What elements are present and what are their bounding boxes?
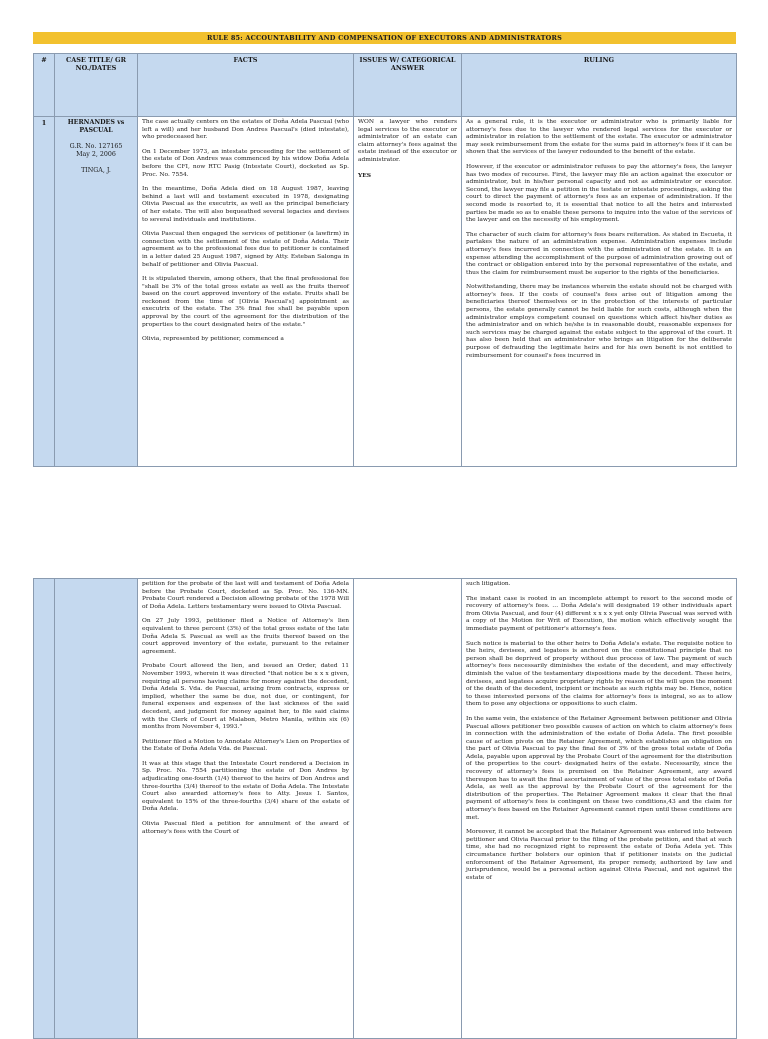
rule-table-page-2	[33, 578, 737, 1039]
ruling-paragraph: Such notice is material to the other heirs to Doña Adela's estate. The requisite notice to the heirs, devisees, and legatees is anchored on the constitutional principle that no person shall be deprived of property without due process of law. The payment of such attorney's fees necessarily diminishes the estate of the decedent, and may effectively diminish the value of the testamentary dispositions made by the decedent. These heirs, devisees, and legatees acquire proprietary rights by reason of the will upon the moment of the death of the decedent, incipient or inchoate as such rights may be. Hence, notice to these interested persons of the claims for attorney's fees is integral, so as to allow them to pose any objections or oppositions to such claim.	[466, 640, 732, 708]
facts-paragraph: petition for the probate of the last will and testament of Doña Adela before the Probate Court, docketed as Sp. Proc. No. 136-MN. Probate Court rendered a Decision allowing probate of the 1978 Will of Doña Adela. Letters testamentary were issued to Olivia Pascual.	[142, 581, 349, 610]
facts-paragraph: It is stipulated therein, among others, that the final professional fee "shall be 3% of the total gross estate as well as the fruits thereof based on the court approved inventory of the estate. Fruits shall be reckoned from the time of [Olivia Pascual's] appointment as executrix of the estate. The 3% final fee shall be payable upon approval by the court of the agreement for the distribution of the properties to the court designated heirs of the estate."	[142, 276, 349, 328]
facts-paragraph: Olivia Pascual filed a petition for annulment of the award of attorney's fees with the Court of	[142, 821, 349, 835]
facts-paragraph: In the meantime, Doña Adela died on 18 August 1987, leaving behind a last will and testament executed in 1978, designating Olivia Pascual as the executrix, as well as the principal beneficiary of her estate. The will also bequeathed several legacies and devises to several individuals and institutions.	[142, 186, 349, 223]
row-number-empty	[34, 579, 55, 1039]
ruling-cell	[462, 117, 737, 467]
case-info-empty	[55, 579, 138, 1039]
facts-paragraph: Petitioner filed a Motion to Annotate Attorney's Lien on Properties of the Estate of Doña Adela Vda. de Pascual.	[142, 738, 349, 753]
issues-cell-empty	[354, 579, 462, 1039]
facts-paragraph: Olivia Pascual then engaged the services of petitioner (a lawfirm) in connection with the settlement of the estate of Doña Adela. Their agreement as to the professional fees due to petitioner is contained in a letter dated 25 August 1987, signed by Atty. Esteban Salonga in behalf of petitioner and Olivia Pascual.	[142, 231, 349, 268]
issue-text: WON a lawyer who renders legal services to the executor or administrator of an estate can claim attorney's fees against the estate instead of the executor or administrator.	[358, 119, 457, 163]
facts-paragraph: On 27 July 1993, petitioner filed a Notice of Attorney's lien equivalent to three percent (3%) of the total gross estate of the late Doña Adela S. Pascual as well as the fruits thereof based on the court approved inventory of the estate, pursuant to the retainer agreement.	[142, 618, 349, 655]
ruling-paragraph: However, if the executor or administrator refuses to pay the attorney's fees, the lawyer has two modes of recourse. First, the lawyer may file an action against the executor or administrator, but in his/her personal capacity and not as administrator or executor. Second, the lawyer may file a petition in the testate or intestate proceedings, asking the court to direct the payment of attorney's fees as an expense of administration. If the second mode is resorted to, it is essential that notice to all the heirs and interested parties be made so as to enable these persons to inquire into the value of the services of the lawyer and on the necessity of his employment.	[466, 163, 732, 224]
case-date: May 2, 2006	[76, 151, 116, 158]
case-ponente: TINGA, J.	[81, 167, 111, 174]
case-info	[55, 117, 138, 467]
rule-title-banner: RULE 85: ACCOUNTABILITY AND COMPENSATION OF EXECUTORS AND ADMINISTRATORS	[33, 32, 736, 44]
facts-paragraph: The case actually centers on the estates of Doña Adela Pascual (who left a will) and her husband Don Andres Pascual's (died intestate), who predeceased her.	[142, 119, 349, 141]
ruling-paragraph: The character of such claim for attorney's fees bears reiteration. As stated in Escueta, it partakes the nature of an administration expense. Administration expenses include attorney's fees incurred in connection with the administration of the estate. It is an expense attending the accomplishment of the purpose of administration growing out of the contract or obligation entered into by the personal representative of the estate, and thus the claim for reimbursement must be superior to the rights of the beneficiaries.	[466, 231, 732, 276]
ruling-paragraph: As a general rule, it is the executor or administrator who is primarily liable for attorney's fees due to the lawyer who rendered legal services for the executor or administrator in relation to the settlement of the estate. The executor or administrator may seek reimbursement from the estate for the sums paid in attorney's fees if it can be shown that the services of the lawyer redounded to the benefit of the estate.	[466, 119, 732, 156]
case-gr-number: G.R. No. 127165	[69, 143, 123, 150]
table-row	[34, 117, 737, 467]
case-title: HERNANDES vs PASCUAL	[67, 119, 125, 134]
ruling-cell	[462, 579, 737, 1039]
row-number: 1	[34, 117, 55, 467]
issues-cell	[354, 117, 462, 467]
rule-table-page-1	[33, 53, 737, 467]
issue-answer: YES	[358, 171, 371, 179]
table-header-row	[34, 54, 737, 117]
header-facts: FACTS	[138, 54, 354, 117]
ruling-paragraph: such litigation.	[466, 581, 511, 587]
ruling-paragraph: Moreover, it cannot be accepted that the Retainer Agreement was entered into between petitioner and Olivia Pascual prior to the filing of the probate petition, and that at such time, she had no recognized right to represent the estate of Doña Adela yet. This circumstance further bolsters our opinion that if petitioner insists on the judicial enforcement of the Retainer Agreement, its proper remedy, authorized by law and jurisprudence, would be a personal action against Olivia Pascual, and not against the estate of	[466, 829, 732, 881]
facts-cell	[138, 579, 354, 1039]
facts-paragraph: Probate Court allowed the lien, and issued an Order, dated 11 November 1993, wherein it was directed "that notice be x x x given, requiring all persons having claims for money against the decedent, Doña Adela S. Vda. de Pascual, arising from contracts, express or implied, whether the same be due, not due, or contingent, for funeral expenses and expenses of the last sickness of the said decedent, and judgment for money against her, to file said claims with the Clerk of Court at Malabon, Metro Manila, within six (6) months from November 4, 1993."	[142, 663, 349, 731]
ruling-paragraph: In the same vein, the existence of the Retainer Agreement between petitioner and Olivia Pascual allows petitioner two possible causes of action on which to claim attorney's fees in connection with the administration of the estate of Doña Adela. The first possible cause of action pivots on the Retainer Agreement, which establishes an obligation on the part of Olivia Pascual to pay the final fee of 3% of the gross total estate of Doña Adela, payable upon approval by the Probate Court of the agreement for the distribution of the properties to the court- designated heirs of the estate. Necessarily, since the recovery of attorney's fees is premised on the Retainer Agreement, any award thereupon has to await the final ascertainment of value of the gross total estate of Doña Adela, as well as the approval by the Probate Court of the agreement for the distribution of the properties. The Retainer Agreement makes it clear that the final payment of attorney's fees is contingent on these two conditions,43 and the claim for attorney's fees based on the Retainer Agreement cannot ripen until these conditions are met.	[466, 715, 732, 821]
header-case: CASE TITLE/ GR NO./DATES	[55, 54, 138, 117]
facts-paragraph: It was at this stage that the Intestate Court rendered a Decision in Sp. Proc. No. 7554 partitioning the estate of Don Andres by adjudicating one-fourth (1/4) thereof to the heirs of Don Andres and three-fourths (3/4) thereof to the estate of Doña Adela. The Intestate Court also awarded attorney's fees to Atty. Jesus I. Santos, equivalent to 15% of the three-fourths (3/4) share of the estate of Doña Adela.	[142, 760, 349, 813]
facts-cell	[138, 117, 354, 467]
ruling-paragraph: The instant case is rooted in an incomplete attempt to resort to the second mode of recovery of attorney's fees. … Doña Adela's will designated 19 other individuals apart from Olivia Pascual, and four (4) different x x x x yet only Olivia Pascual was served with a copy of the Motion for Writ of Execution, the motion which effectively sought the immediate payment of petitioner's attorney's fees.	[466, 595, 732, 632]
ruling-paragraph: Notwithstanding, there may be instances wherein the estate should not be charged with attorney's fees. If the costs of counsel's fees arise out of litigation among the beneficiaries thereof themselves or in the protection of the interests of particular persons, the estate generally cannot be held liable for such costs, although when the administrator employs competent counsel on questions which affect his/her duties as the administrator and on which he/she is in reasonable doubt, reasonable expenses for such services may be charged against the estate subject to the approval of the court. It has also been held that an administrator who brings an litigation for the deliberate purpose of defrauding the legitimate heirs and for his own benefit is not entitled to reimbursement for counsel's fees incurred in	[466, 284, 732, 359]
header-issues: ISSUES W/ CATEGORICAL ANSWER	[354, 54, 462, 117]
table-row	[34, 579, 737, 1039]
facts-paragraph: Olivia, represented by petitioner, commenced a	[142, 336, 284, 343]
header-num: #	[34, 54, 55, 117]
facts-paragraph: On 1 December 1973, an intestate proceeding for the settlement of the estate of Don Andres was commenced by his widow Doña Adela before the CFI, now RTC Pasig (Intestate Court), docketed as Sp. Proc. No. 7554.	[142, 148, 349, 178]
header-ruling: RULING	[462, 54, 737, 117]
